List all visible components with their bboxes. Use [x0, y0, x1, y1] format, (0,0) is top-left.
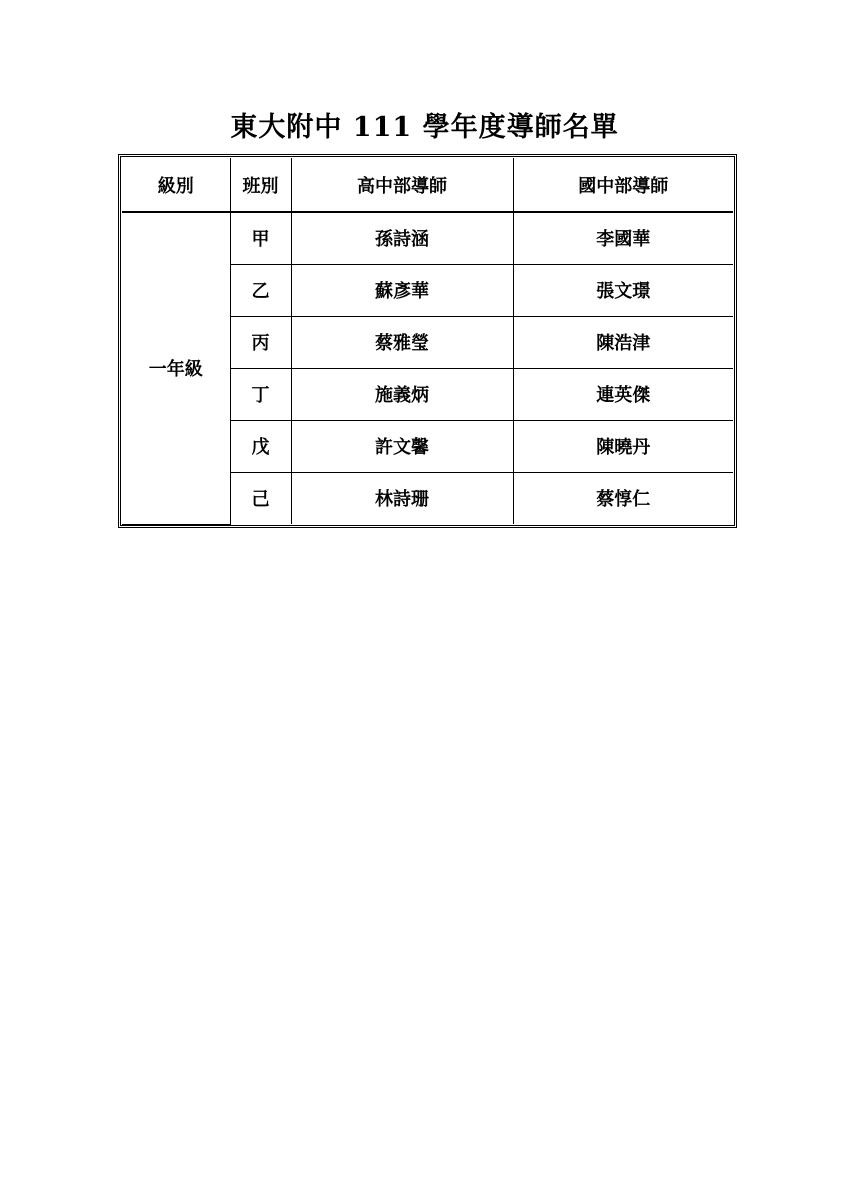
header-class: 班別: [230, 158, 291, 212]
junior-high-teacher-cell: 蔡惇仁: [513, 472, 733, 524]
junior-high-teacher-cell: 張文璟: [513, 264, 733, 316]
high-school-teacher-cell: 蔡雅瑩: [291, 316, 513, 368]
high-school-teacher-cell: 許文馨: [291, 420, 513, 472]
high-school-teacher-cell: 孫詩涵: [291, 212, 513, 264]
roster-table-frame: [118, 154, 737, 528]
header-junior-high-teacher: 國中部導師: [513, 158, 733, 212]
high-school-teacher-cell: 林詩珊: [291, 472, 513, 524]
junior-high-teacher-cell: 陳浩津: [513, 316, 733, 368]
table-header-row: [122, 158, 733, 212]
junior-high-teacher-cell: 李國華: [513, 212, 733, 264]
class-cell: 乙: [230, 264, 291, 316]
class-cell: 丙: [230, 316, 291, 368]
grade-cell: 一年級: [122, 212, 230, 524]
junior-high-teacher-cell: 陳曉丹: [513, 420, 733, 472]
class-cell: 戊: [230, 420, 291, 472]
high-school-teacher-cell: 施義炳: [291, 368, 513, 420]
teacher-roster-table: [122, 158, 733, 525]
class-cell: 甲: [230, 212, 291, 264]
header-high-school-teacher: 高中部導師: [291, 158, 513, 212]
header-grade: 級別: [122, 158, 230, 212]
page-title: 東大附中 111 學年度導師名單: [230, 112, 619, 143]
class-cell: 己: [230, 472, 291, 524]
junior-high-teacher-cell: 連英傑: [513, 368, 733, 420]
table-row: [122, 212, 733, 264]
high-school-teacher-cell: 蘇彥華: [291, 264, 513, 316]
class-cell: 丁: [230, 368, 291, 420]
